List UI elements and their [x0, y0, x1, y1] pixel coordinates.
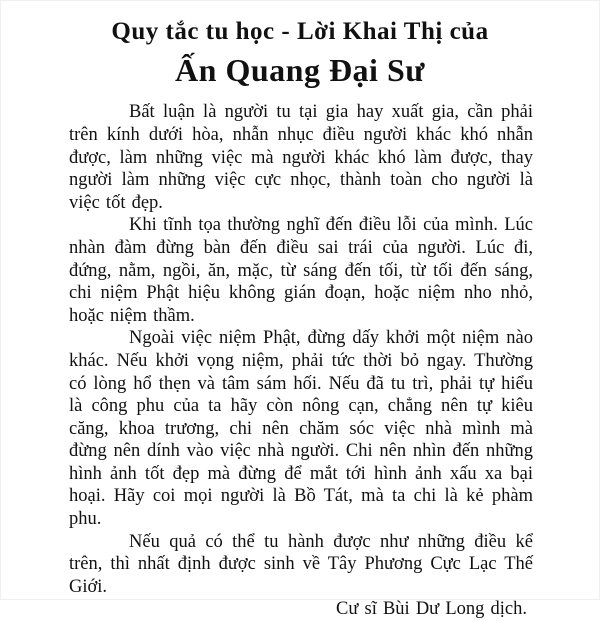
paragraph-2: Khi tĩnh tọa thường nghĩ đến điều lỗi của mình. Lúc nhàn đàm đừng bàn đến điều sai trái của người. Lúc đi, đứng, nằm, ngồi, ăn, mặc, từ sáng đến tối, từ tối đến sáng, chi niệm Phật hiệu không gián đoạn, hoặc niệm nho nhỏ, hoặc niệm thầm. [69, 215, 533, 326]
paragraph-4: Nếu quả có thể tu hành được như những điều kể trên, thì nhất định được sinh về Tây Phương Cực Lạc Thế Giới. [69, 531, 533, 597]
document-body [69, 101, 533, 621]
paragraph-1: Bất luận là người tu tại gia hay xuất gia, cần phải trên kính dưới hòa, nhẫn nhục điều người khác khó nhẫn được, làm những việc mà người khác khó làm được, thay người làm những việc cực nhọc, thành toàn cho người là việc tốt đẹp. [69, 102, 533, 213]
document-subtitle: Ấn Quang Đại Sư [175, 52, 425, 88]
translator-credit: Cư sĩ Bùi Dư Long dịch. [336, 599, 527, 620]
document-header [1, 1, 599, 89]
document-title: Quy tắc tu học - Lời Khai Thị của [111, 18, 489, 45]
paragraph-3: Ngoài việc niệm Phật, đừng dấy khởi một niệm nào khác. Nếu khởi vọng niệm, phải tức thời bỏ ngay. Thường có lòng hổ thẹn và tâm sám hối. Nếu đã tu trì, phải tự hiểu là công phu của ta hãy còn nông cạn, chẳng nên tự kiêu căng, khoa trương, chi nên chăm sóc việc nhà mình mà đừng nên dính vào việc nhà người. Chi nên nhìn đến những hình ảnh tốt đẹp mà đừng để mắt tới hình ảnh xấu xa bại hoại. Hãy coi mọi người là Bồ Tát, mà ta chi là kẻ phàm phu. [69, 328, 533, 530]
